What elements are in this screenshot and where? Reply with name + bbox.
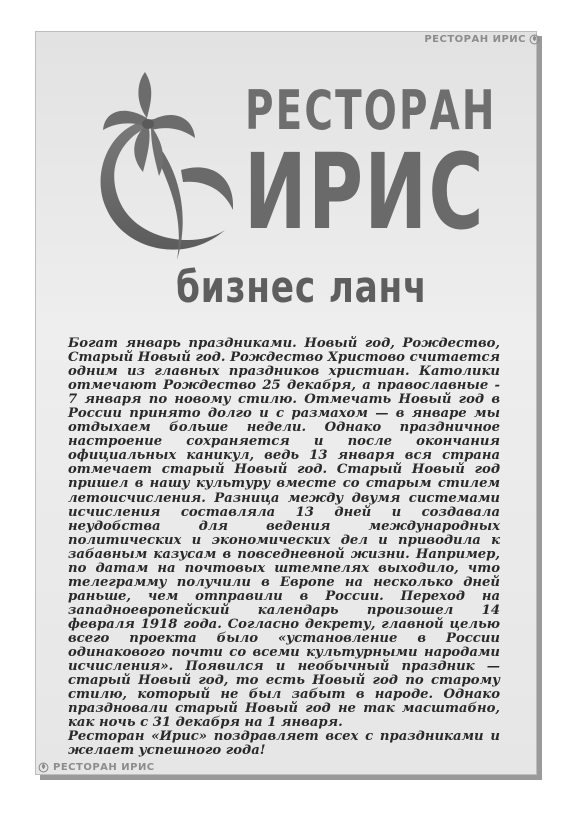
logo-word-iris: ИРИС (244, 131, 485, 253)
closing-paragraph: Ресторан «Ирис» поздравляет всех с праздниками и желает успешного года! (68, 729, 500, 759)
brand-name-small: РЕСТОРАН ИРИС (53, 762, 155, 773)
iris-mini-icon (38, 762, 49, 773)
brand-name-small: РЕСТОРАН ИРИС (424, 34, 526, 45)
page-subtitle: бизнес ланч (176, 262, 428, 313)
iris-flower-icon (85, 60, 245, 270)
top-brand-mark (424, 34, 540, 45)
iris-mini-icon (529, 34, 540, 45)
article-body (68, 337, 500, 758)
bottom-brand-mark (38, 762, 155, 773)
article-paragraph: Богат январь праздниками. Новый год, Рождество, Старый Новый год. Рождество Христово считается одним из главных праздников христиан. Католики отмечают Рождество 25 декабря, а православные - 7 января по новому стилю. Отмечать Новый год в России принято долго и с размахом — в январе мы отдыхаем больше недели. Однако праздничное настроение сохраняется и после окончания официальных каникул, ведь 13 января вся страна отмечает старый Новый год. Старый Новый год пришел в нашу культуру вместе со старым стилем летоисчисления. Разница между двумя системами исчисления составляла 13 дней и создавала неудобства для ведения международных политических и экономических дел и приводила к забавным казусам в повседневной жизни. Например, по датам на почтовых штемпелях выходило, что телеграмму получили в Европе на несколько дней раньше, чем отправили в России. Переход на западноевропейский календарь произошел 14 февраля 1918 года. Согласно декрету, главной целью всего проекта было «установление в России одинакового почти со всеми культурными народами исчисления». Появился и необычный праздник — старый Новый год, то есть Новый год по старому стилю, который не был забыт в народе. Однако праздновали старый Новый год не так масштабно, как ночь с 31 декабря на 1 января. (68, 336, 500, 731)
logo-word-restaurant: РЕСТОРАН (245, 79, 497, 142)
